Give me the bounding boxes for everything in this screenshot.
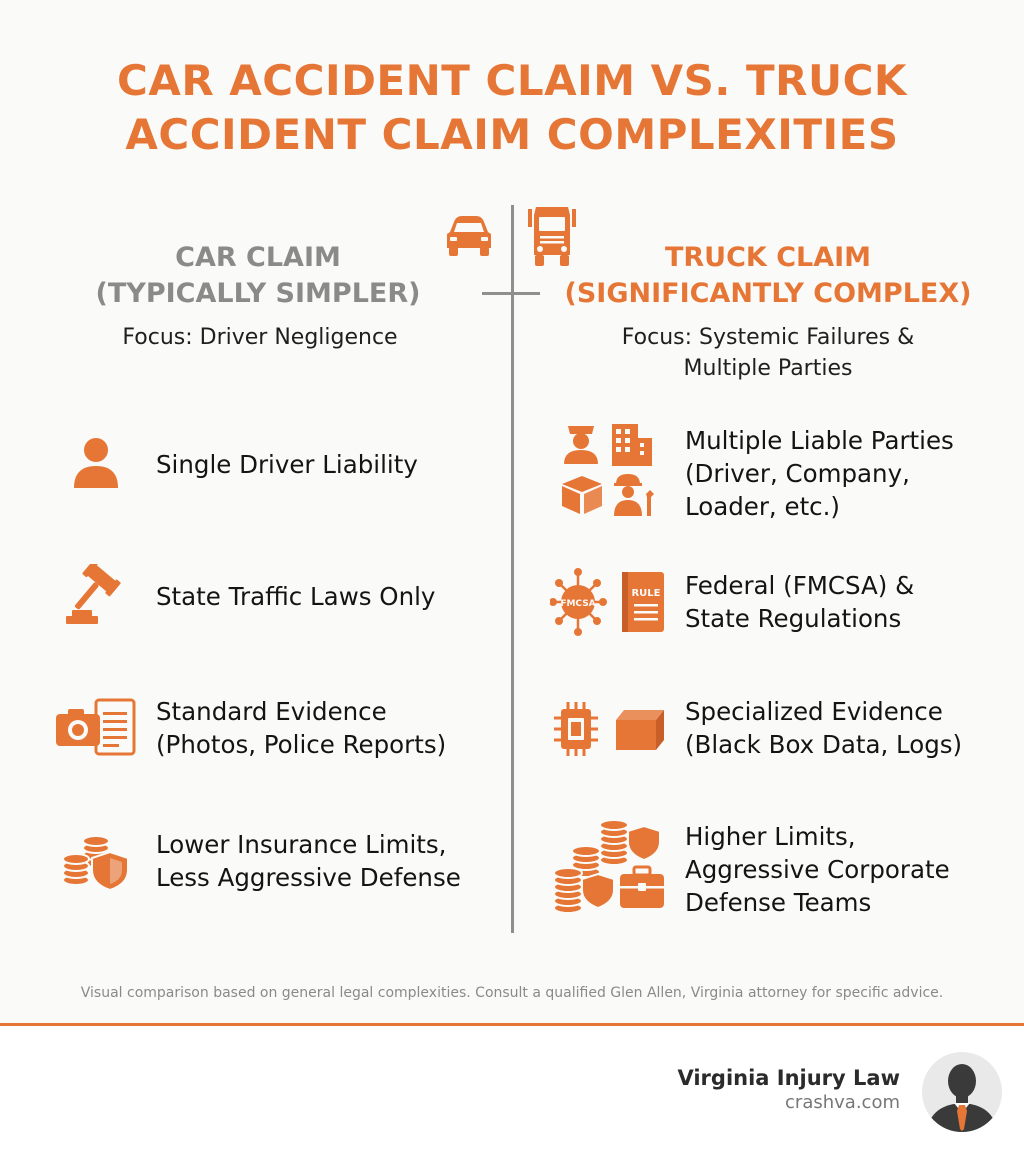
truck-item-3-line-2: (Black Box Data, Logs) — [685, 730, 963, 759]
truck-item-federal-regulations — [685, 569, 914, 635]
truck-item-4-line-3: Defense Teams — [685, 888, 872, 917]
car-focus: Focus: Driver Negligence — [122, 325, 398, 350]
truck-focus-line-2: Multiple Parties — [683, 356, 853, 381]
truck-item-higher-limits — [685, 820, 950, 919]
car-item-single-driver — [156, 448, 418, 481]
car-heading-line-2: (TYPICALLY SIMPLER) — [95, 278, 421, 309]
truck-heading-line-2: (SIGNIFICANTLY COMPLEX) — [564, 278, 972, 309]
title-line-1: CAR ACCIDENT CLAIM VS. TRUCK — [117, 56, 907, 105]
truck-item-1-line-2: (Driver, Company, — [685, 459, 910, 488]
car-item-4-line-1: Lower Insurance Limits, — [156, 830, 447, 859]
truck-claim-heading — [558, 240, 978, 312]
car-item-4-line-2: Less Aggressive Defense — [156, 863, 461, 892]
page-title — [0, 54, 1024, 162]
disclaimer-footnote: Visual comparison based on general legal complexities. Consult a qualified Glen Allen, Virginia attorney for specific advice. — [80, 985, 944, 1001]
truck-item-specialized-evidence — [685, 695, 962, 761]
car-item-standard-evidence — [156, 695, 446, 761]
gavel-icon — [62, 564, 132, 628]
truck-item-1-line-1: Multiple Liable Parties — [685, 426, 954, 455]
rule-label: RULE — [631, 588, 661, 599]
truck-item-3-line-1: Specialized Evidence — [685, 697, 943, 726]
black-box-chip-icon — [552, 700, 668, 758]
brand-url[interactable]: crashva.com — [785, 1092, 900, 1113]
center-divider-cross — [482, 292, 540, 295]
car-item-3-line-1: Standard Evidence — [156, 697, 387, 726]
person-icon — [72, 436, 120, 490]
car-item-3-line-2: (Photos, Police Reports) — [156, 730, 447, 759]
fmcsa-label: FMCSA — [560, 599, 596, 609]
coins-shield-briefcase-icon — [552, 816, 668, 914]
car-claim-heading — [58, 240, 458, 312]
coins-shield-icon — [60, 828, 132, 892]
truck-item-2-line-2: State Regulations — [685, 604, 902, 633]
truck-item-2-line-1: Federal (FMCSA) & — [685, 571, 915, 600]
brand-name: Virginia Injury Law — [677, 1066, 900, 1090]
truck-heading-line-1: TRUCK CLAIM — [664, 242, 872, 273]
truck-item-4-line-2: Aggressive Corporate — [685, 855, 950, 884]
truck-item-1-line-3: Loader, etc.) — [685, 492, 840, 521]
truck-item-4-line-1: Higher Limits, — [685, 822, 856, 851]
footer — [0, 1026, 1024, 1154]
car-heading-line-1: CAR CLAIM — [175, 242, 341, 273]
truck-focus — [568, 322, 968, 384]
car-item-lower-limits — [156, 828, 461, 894]
fmcsa-rulebook-icon — [550, 566, 670, 638]
car-item-1-line-1: Single Driver Liability — [156, 450, 418, 479]
multiple-parties-icon — [558, 420, 658, 518]
attorney-avatar-icon — [921, 1051, 1003, 1137]
car-item-state-laws — [156, 580, 435, 613]
center-divider — [511, 205, 514, 933]
truck-item-multiple-parties — [685, 424, 954, 523]
camera-document-icon — [54, 698, 138, 758]
car-item-2-line-1: State Traffic Laws Only — [156, 582, 436, 611]
title-line-2: ACCIDENT CLAIM COMPLEXITIES — [125, 110, 899, 159]
truck-focus-line-1: Focus: Systemic Failures & — [621, 325, 915, 350]
